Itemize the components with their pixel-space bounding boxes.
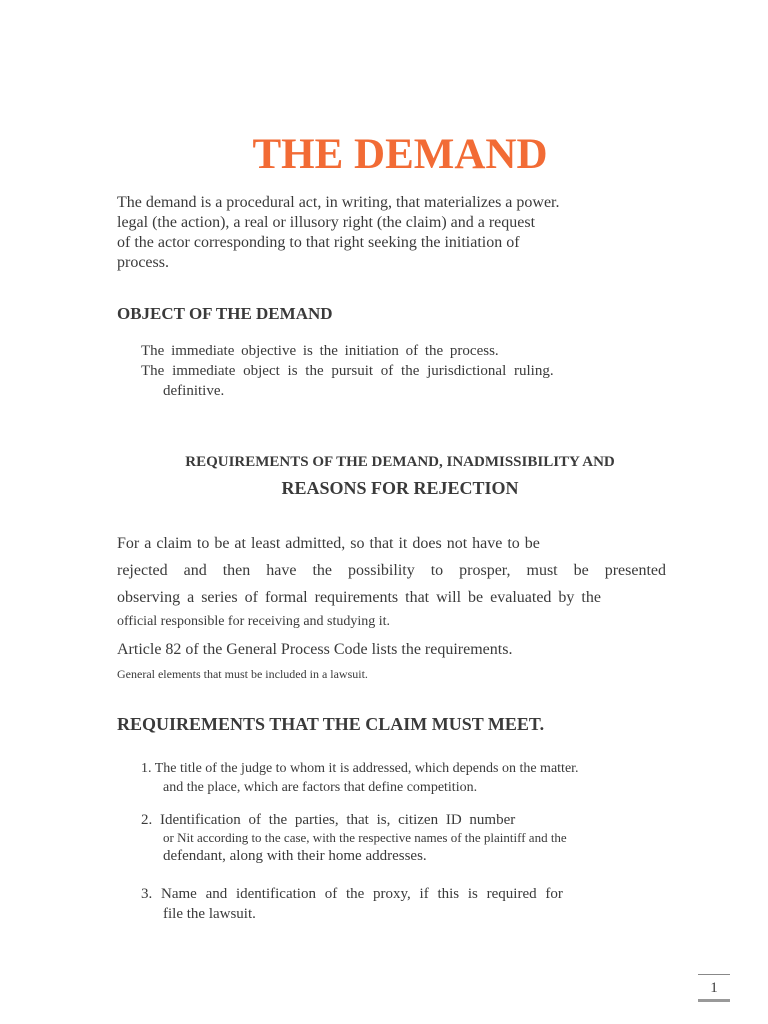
claim-line: Article 82 of the General Process Code lists the requirements. xyxy=(117,641,513,658)
list-item-line xyxy=(141,811,567,829)
page-number-rule-bottom xyxy=(698,999,730,1002)
claim-line: For a claim to be at least admitted, so that it does not have to be xyxy=(117,535,540,552)
object-line: definitive. xyxy=(163,383,225,399)
object-paragraph xyxy=(141,341,554,401)
object-heading: OBJECT OF THE DEMAND xyxy=(117,304,333,323)
requirements-heading-line1: REQUIREMENTS OF THE DEMAND, INADMISSIBILITY AND xyxy=(185,454,615,470)
claim-line: General elements that must be included in a lawsuit. xyxy=(117,667,368,681)
claim-line: official responsible for receiving and studying it. xyxy=(117,614,391,629)
intro-line: legal (the action), a real or illusory right (the claim) and a request xyxy=(117,214,536,231)
intro-paragraph xyxy=(117,193,560,273)
list-number: 2. xyxy=(141,812,153,828)
intro-line: The demand is a procedural act, in writing, that materializes a power. xyxy=(117,194,560,211)
claim-line: observing a series of formal requirements that will be evaluated by the xyxy=(117,589,601,606)
list-item xyxy=(141,811,567,865)
object-line: The immediate objective is the initiation of the process. xyxy=(141,343,499,359)
document-title: THE DEMAND xyxy=(252,131,548,178)
list-item-text: Name and identification of the proxy, if this is required for xyxy=(161,886,563,902)
claim-line xyxy=(117,562,716,580)
requirements-heading-line2: REASONS FOR REJECTION xyxy=(281,478,519,498)
intro-line: of the actor corresponding to that right seeking the initiation of xyxy=(117,234,520,251)
meet-heading: REQUIREMENTS THAT THE CLAIM MUST MEET. xyxy=(117,714,545,734)
page-number-rule-top xyxy=(698,974,730,975)
list-item-line: defendant, along with their home addresses. xyxy=(163,848,427,864)
list-item-line: and the place, which are factors that define competition. xyxy=(163,780,478,795)
list-item-line xyxy=(141,759,579,778)
intro-line: process. xyxy=(117,254,169,271)
list-item xyxy=(141,759,579,797)
list-item xyxy=(141,884,563,924)
claim-line-text: rejected and then have the possibility to prosper, must be presented xyxy=(117,562,667,579)
page-number: 1 xyxy=(710,980,718,996)
list-item-text: Identification of the parties, that is, citizen ID number xyxy=(160,812,516,828)
list-item-text: The title of the judge to whom it is addressed, which depends on the matter. xyxy=(154,761,579,776)
list-item-line: or Nit according to the case, with the respective names of the plaintiff and the xyxy=(163,830,567,845)
list-item-line xyxy=(141,884,563,904)
list-number: 1. xyxy=(141,761,152,776)
list-number: 3. xyxy=(141,886,153,902)
list-item-line: file the lawsuit. xyxy=(163,906,256,922)
object-line: The immediate object is the pursuit of the jurisdictional ruling. xyxy=(141,363,554,379)
